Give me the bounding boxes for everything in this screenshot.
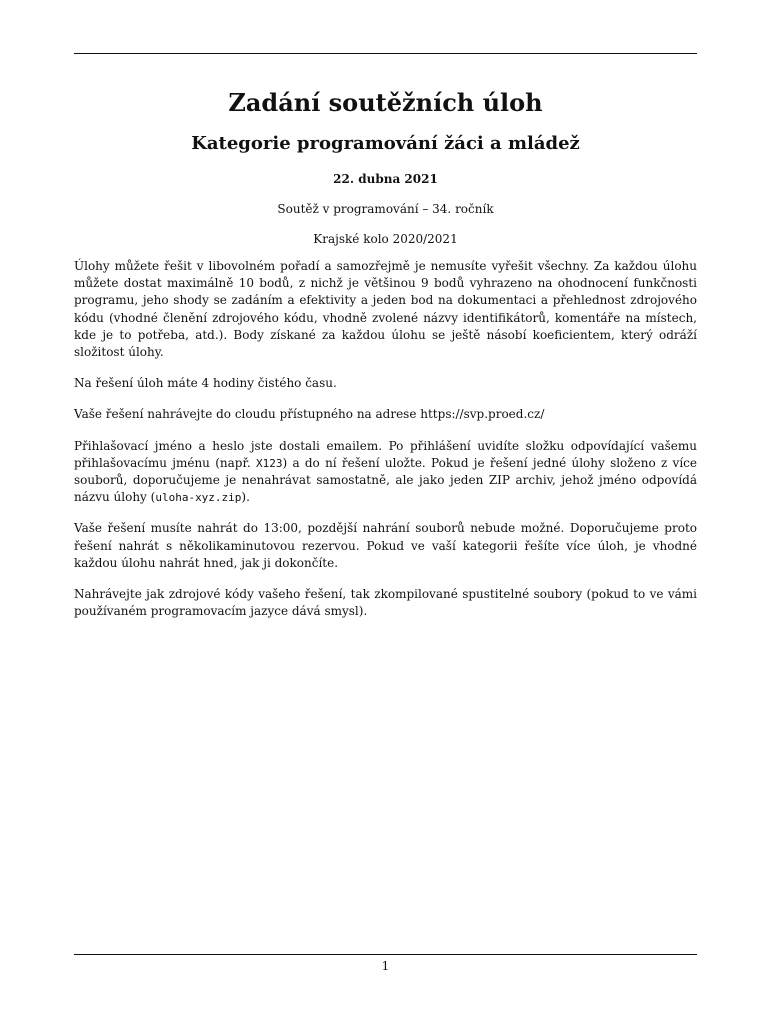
- page-content: [74, 60, 697, 634]
- document-date: 22. dubna 2021: [333, 172, 438, 186]
- competition-name: Soutěž v programování – 34. ročník: [277, 202, 494, 216]
- login-text-c: ).: [241, 490, 250, 505]
- bottom-rule: [74, 954, 697, 955]
- document-title: Zadání soutěžních úloh: [228, 88, 543, 117]
- paragraph-login: [74, 438, 697, 507]
- document-subtitle: Kategorie programování žáci a mládež: [191, 133, 580, 154]
- paragraph-upload-url: Vaše řešení nahrávejte do cloudu přístupného na adrese https://svp.proed.cz/: [74, 407, 545, 422]
- code-folder-example: X123: [255, 456, 283, 470]
- paragraph-files: Nahrávejte jak zdrojové kódy vašeho řešení, tak zkompilované spustitelné soubory (pokud to ve vámi používaném programovacím jazyce dává smysl).: [74, 587, 697, 619]
- code-zip-example: uloha-xyz.zip: [155, 491, 242, 505]
- top-rule: [74, 53, 697, 54]
- login-text-b: ) a do ní řešení uložte. Pokud je řešení jedné úlohy složeno z více souborů, doporučujeme je nenahrávat samostatně, ale jako jeden ZIP archiv, jehož jméno odpovídá názvu úlohy (: [74, 455, 697, 505]
- round-name: Krajské kolo 2020/2021: [313, 232, 458, 246]
- paragraph-deadline: Vaše řešení musíte nahrát do 13:00, pozdější nahrání souborů nebude možné. Doporučujeme proto řešení nahrát s několikaminutovou rezervou. Pokud ve vaší kategorii řešíte více úloh, je vhodné každou úlohu nahrát hned, jak ji dokončíte.: [74, 521, 697, 570]
- page-number: 1: [381, 959, 390, 973]
- instructions: [74, 258, 697, 620]
- paragraph-scoring: Úlohy můžete řešit v libovolném pořadí a samozřejmě je nemusíte vyřešit všechny. Za každou úlohu můžete dostat maximálně 10 bodů, z nichž je většinou 9 bodů vyhrazeno na ohodnocení funkčnosti programu, jeho shody se zadáním a efektivity a jeden bod na dokumentaci a přehlednost zdrojového kódu (vhodné členění zdrojového kódu, vhodně zvolené názvy identifikátorů, komentáře na místech, kde je to potřeba, atd.). Body získané za každou úlohu se ještě násobí koeficientem, který odráží složitost úlohy.: [74, 259, 697, 360]
- paragraph-time: Na řešení úloh máte 4 hodiny čistého času.: [74, 376, 337, 391]
- login-text-a: Přihlašovací jméno a heslo jste dostali emailem. Po přihlášení uvidíte složku odpovídající vašemu přihlašovacímu jménu (např.: [74, 438, 697, 470]
